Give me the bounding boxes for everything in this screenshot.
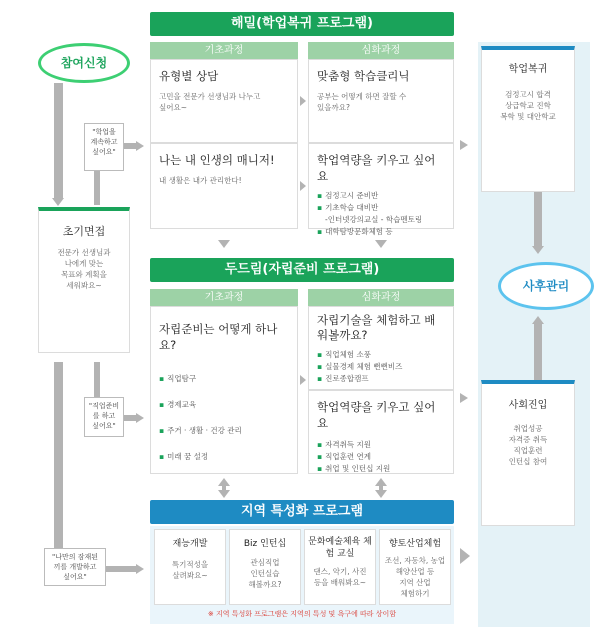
society-box: 사회진입 취업성공 자격증 취득 직업훈련 인턴십 참여 (481, 380, 575, 526)
interview-box: 초기면접 전문가 선생님과 나에게 맞는 목표와 계획을 세워봐요~ (38, 207, 130, 353)
arrow-right (300, 375, 306, 385)
arrow-up (532, 316, 544, 324)
connector (94, 171, 100, 205)
regional-note: ※ 지역 특성화 프로그램은 지역의 특성 및 욕구에 따라 상이함 (207, 610, 397, 618)
arrow-right (300, 181, 306, 191)
haemil-card-counsel: 유형별 상담 고민을 전문가 선생님과 나누고 싶어요~ (150, 59, 298, 143)
dudream-advanced-tab: 심화과정 (308, 289, 454, 306)
arrow-right (136, 413, 144, 423)
start-oval (38, 43, 130, 83)
dudream-card-skills: 자립기술을 체험하고 배워볼까요? ▪ 직업체험 소풍 ▪ 실물경제 체험 뻔뻔비즈 ▪ 진로종합캠프 (308, 306, 454, 390)
connector (124, 143, 136, 149)
connector (94, 362, 100, 397)
arrow-down (375, 490, 387, 498)
arrow-down (52, 198, 64, 206)
connector (534, 324, 542, 380)
connector (534, 192, 542, 246)
regional-col-talent: 재능개발 특기적성을 살려봐요~ (154, 529, 226, 605)
connector (54, 362, 63, 562)
arrow-right (300, 96, 306, 106)
arrow-right (136, 564, 144, 574)
arrow-down (218, 240, 230, 248)
arrow-right (136, 141, 144, 151)
quote-job: "직업준비 를 하고 싶어요" (84, 397, 124, 437)
connector (54, 83, 63, 199)
regional-header: 지역 특성화 프로그램 (150, 500, 454, 524)
interview-title: 초기면접 (62, 225, 106, 238)
arrow-up (375, 478, 387, 486)
school-return-box: 학업복귀 검정고시 합격 상급학교 진학 복학 및 대안학교 (481, 46, 575, 192)
society-title: 사회진입 (508, 400, 548, 411)
arrow-down (375, 240, 387, 248)
haemil-advanced-tab: 심화과정 (308, 42, 454, 59)
arrow-up (218, 478, 230, 486)
haemil-header: 해밀(학업복귀 프로그램) (150, 12, 454, 36)
arrow-down (218, 490, 230, 498)
regional-col-industry: 향토산업체험 조선, 자동차, 농업 해양산업 등 지역 산업 체험하기 (379, 529, 451, 605)
connector (124, 415, 136, 421)
regional-col-biz: Biz 인턴십 관심직업 인턴실습 해볼까요? (229, 529, 301, 605)
haemil-basic-tab: 기초과정 (150, 42, 298, 59)
aftercare-label: 사후관리 (522, 279, 570, 293)
dudream-header: 두드림(자립준비 프로그램) (150, 258, 454, 282)
dudream-card-competence: 학업역량을 키우고 싶어요 ▪ 자격취득 지원 ▪ 직업훈련 연계 ▪ 취업 및 인턴십 지원 (308, 390, 454, 474)
arrow-down (532, 246, 544, 254)
connector (106, 566, 136, 572)
start-label: 참여신청 (60, 56, 108, 70)
quote-talent: "나만의 잠재된 끼를 개발하고 싶어요" (44, 548, 106, 586)
haemil-card-manager: 나는 내 인생의 매니저! 내 생활은 내가 관리한다! (150, 143, 298, 229)
quote-study: "학업을 계속하고 싶어요" (84, 123, 124, 171)
arrow-right (460, 548, 470, 564)
arrow-right (460, 140, 468, 150)
haemil-card-clinic: 맞춤형 학습클리닉 공부는 어떻게 하면 잘할 수 있을까요? (308, 59, 454, 143)
school-return-title: 학업복귀 (508, 64, 548, 75)
arrow-right (460, 393, 468, 403)
regional-col-culture: 문화예술체육 체험 교실 댄스, 악기, 사진 등을 배워봐요~ (304, 529, 376, 605)
dudream-card-independence: 자립준비는 어떻게 하나요? ▪ 직업탐구 ▪ 경제교육 ▪ 주거 · 생활 · 건강 관리 ▪ 미래 꿈 설정 (150, 306, 298, 474)
haemil-card-competence: 학업역량을 키우고 싶어요 ▪ 검정고시 준비반 ▪ 기초학습 대비반 -인터넷강의교실 - 학습멘토링 ▪ 대학탐방문화체험 등 (308, 143, 454, 229)
dudream-basic-tab: 기초과정 (150, 289, 298, 306)
aftercare-oval (498, 262, 594, 310)
